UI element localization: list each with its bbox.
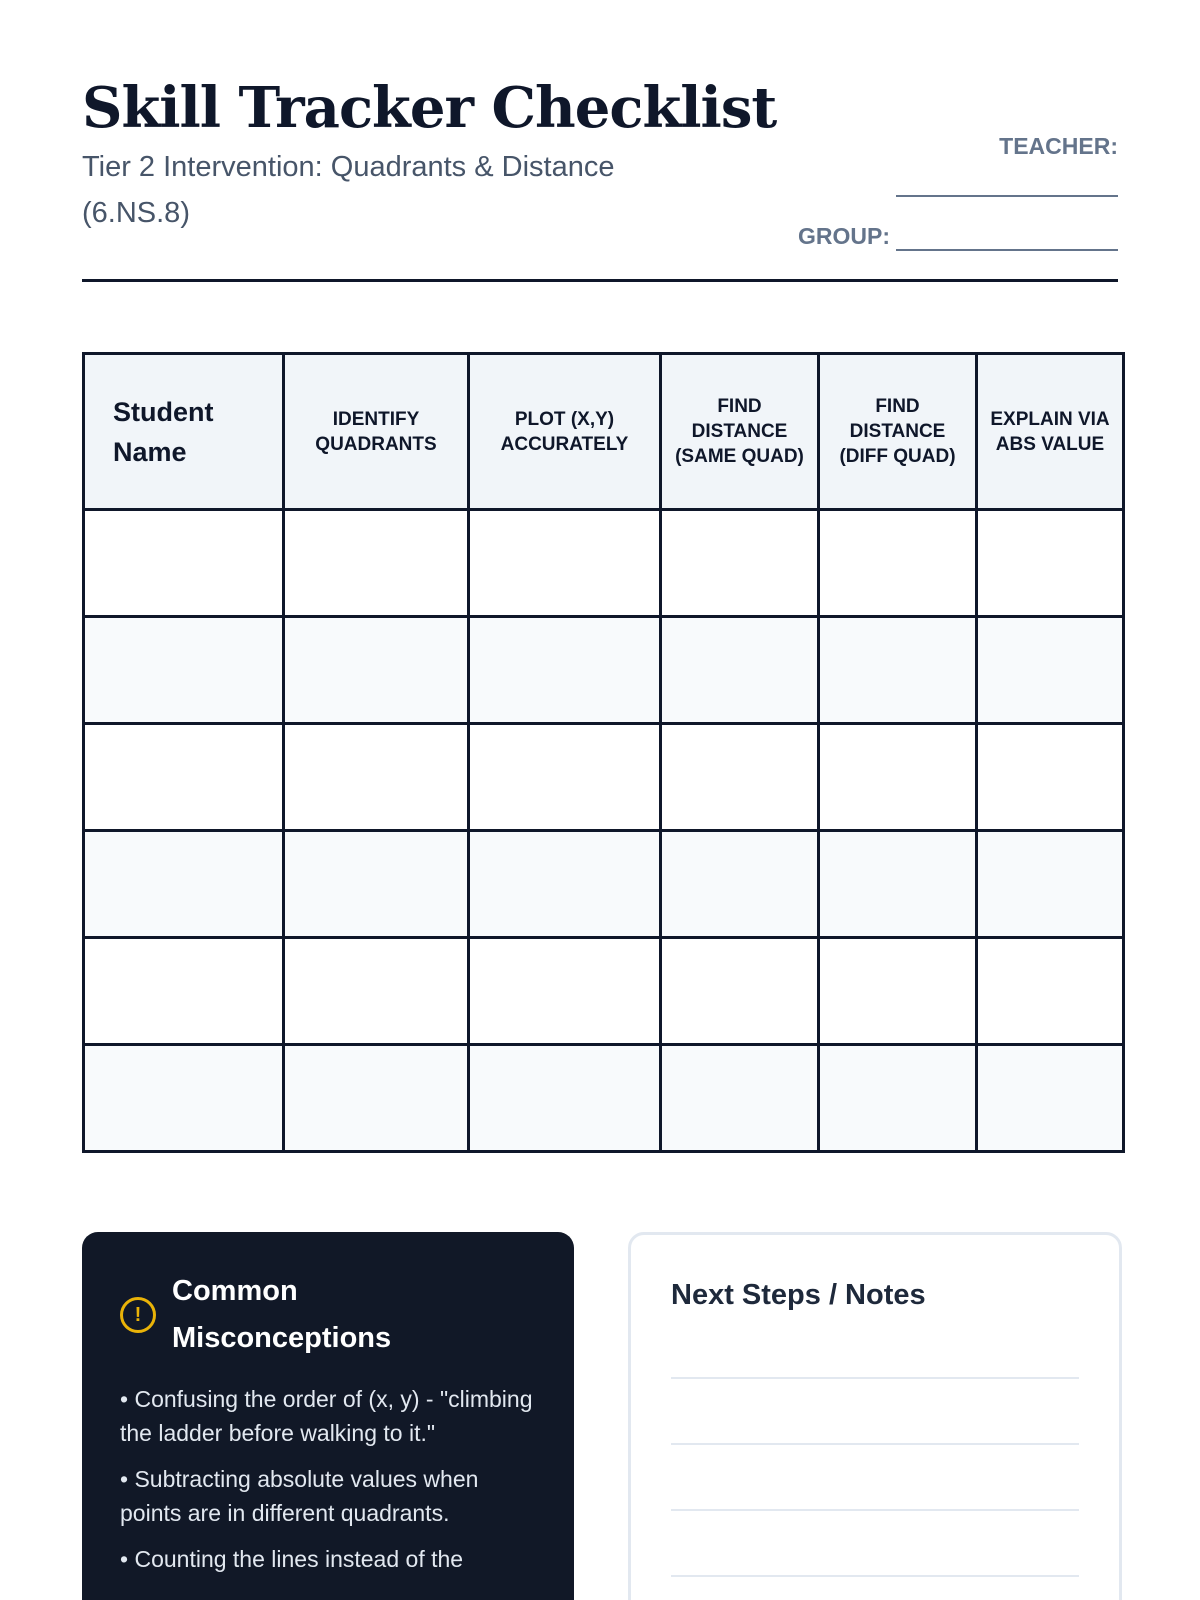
column-header-distance-same-quad: FIND DISTANCE (SAME QUAD) [661, 354, 819, 510]
table-row [84, 617, 1124, 724]
skill-check-cell[interactable] [469, 938, 661, 1045]
page-header [82, 76, 1118, 282]
skill-check-cell[interactable] [661, 617, 819, 724]
skill-check-cell[interactable] [661, 510, 819, 617]
skill-check-cell[interactable] [284, 938, 469, 1045]
column-header-explain-abs-value: EXPLAIN VIA ABS VALUE [977, 354, 1124, 510]
misconceptions-list [120, 1382, 536, 1576]
table-row [84, 938, 1124, 1045]
skill-check-cell[interactable] [284, 724, 469, 831]
skill-check-cell[interactable] [284, 1045, 469, 1152]
skill-check-cell[interactable] [977, 831, 1124, 938]
table-row [84, 510, 1124, 617]
page-subtitle: Tier 2 Intervention: Quadrants & Distance (6.NS.8) [82, 151, 615, 229]
column-header-plot-accurately: PLOT (X,Y) ACCURATELY [469, 354, 661, 510]
skill-check-cell[interactable] [469, 510, 661, 617]
group-blank-line [896, 227, 1118, 251]
page-title: Skill Tracker Checklist [82, 75, 777, 141]
student-name-cell[interactable] [84, 617, 284, 724]
skill-check-cell[interactable] [469, 831, 661, 938]
student-name-cell[interactable] [84, 831, 284, 938]
skill-check-cell[interactable] [819, 938, 977, 1045]
skill-check-cell[interactable] [977, 617, 1124, 724]
skill-check-cell[interactable] [469, 724, 661, 831]
next-steps-notes-card [628, 1232, 1122, 1600]
column-header-identify-quadrants: IDENTIFY QUADRANTS [284, 354, 469, 510]
student-name-cell[interactable] [84, 938, 284, 1045]
teacher-blank-line [896, 171, 1118, 197]
teacher-group-fields [798, 128, 1118, 251]
misconception-item: • Confusing the order of (x, y) - "climbing the ladder before walking to it." [120, 1382, 536, 1450]
table-body [84, 510, 1124, 1152]
skill-check-cell[interactable] [284, 831, 469, 938]
skill-tracker-table [82, 352, 1125, 1153]
alert-circle-icon: ! [120, 1297, 156, 1333]
skill-check-cell[interactable] [819, 1045, 977, 1152]
skill-check-cell[interactable] [661, 724, 819, 831]
skill-check-cell[interactable] [469, 617, 661, 724]
group-label: GROUP: [798, 223, 890, 249]
skill-check-cell[interactable] [977, 510, 1124, 617]
skill-check-cell[interactable] [819, 724, 977, 831]
skill-check-cell[interactable] [469, 1045, 661, 1152]
table-header-row [84, 354, 1124, 510]
skill-check-cell[interactable] [284, 510, 469, 617]
note-writing-line[interactable] [671, 1315, 1079, 1379]
misconception-item: • Subtracting absolute values when points are in different quadrants. [120, 1462, 536, 1530]
skill-check-cell[interactable] [977, 938, 1124, 1045]
skill-check-cell[interactable] [977, 724, 1124, 831]
table-row [84, 724, 1124, 831]
skill-check-cell[interactable] [819, 510, 977, 617]
student-name-cell[interactable] [84, 724, 284, 831]
skill-check-cell[interactable] [661, 1045, 819, 1152]
student-name-cell[interactable] [84, 1045, 284, 1152]
table-row [84, 1045, 1124, 1152]
table-row [84, 831, 1124, 938]
misconception-item: • Counting the lines instead of the [120, 1542, 536, 1576]
notes-title: Next Steps / Notes [671, 1279, 926, 1311]
skill-check-cell[interactable] [284, 617, 469, 724]
note-writing-line[interactable] [671, 1379, 1079, 1445]
teacher-label: TEACHER: [999, 133, 1118, 159]
column-header-distance-diff-quad: FIND DISTANCE (DIFF QUAD) [819, 354, 977, 510]
misconceptions-title: Common Misconceptions [172, 1275, 392, 1354]
misconceptions-header [120, 1268, 536, 1362]
note-writing-line[interactable] [671, 1445, 1079, 1511]
skill-check-cell[interactable] [819, 617, 977, 724]
skill-check-cell[interactable] [977, 1045, 1124, 1152]
skill-check-cell[interactable] [661, 831, 819, 938]
skill-check-cell[interactable] [661, 938, 819, 1045]
student-name-cell[interactable] [84, 510, 284, 617]
common-misconceptions-card [82, 1232, 574, 1600]
column-header-student-name: Student Name [84, 354, 284, 510]
note-writing-line[interactable] [671, 1511, 1079, 1577]
skill-check-cell[interactable] [819, 831, 977, 938]
